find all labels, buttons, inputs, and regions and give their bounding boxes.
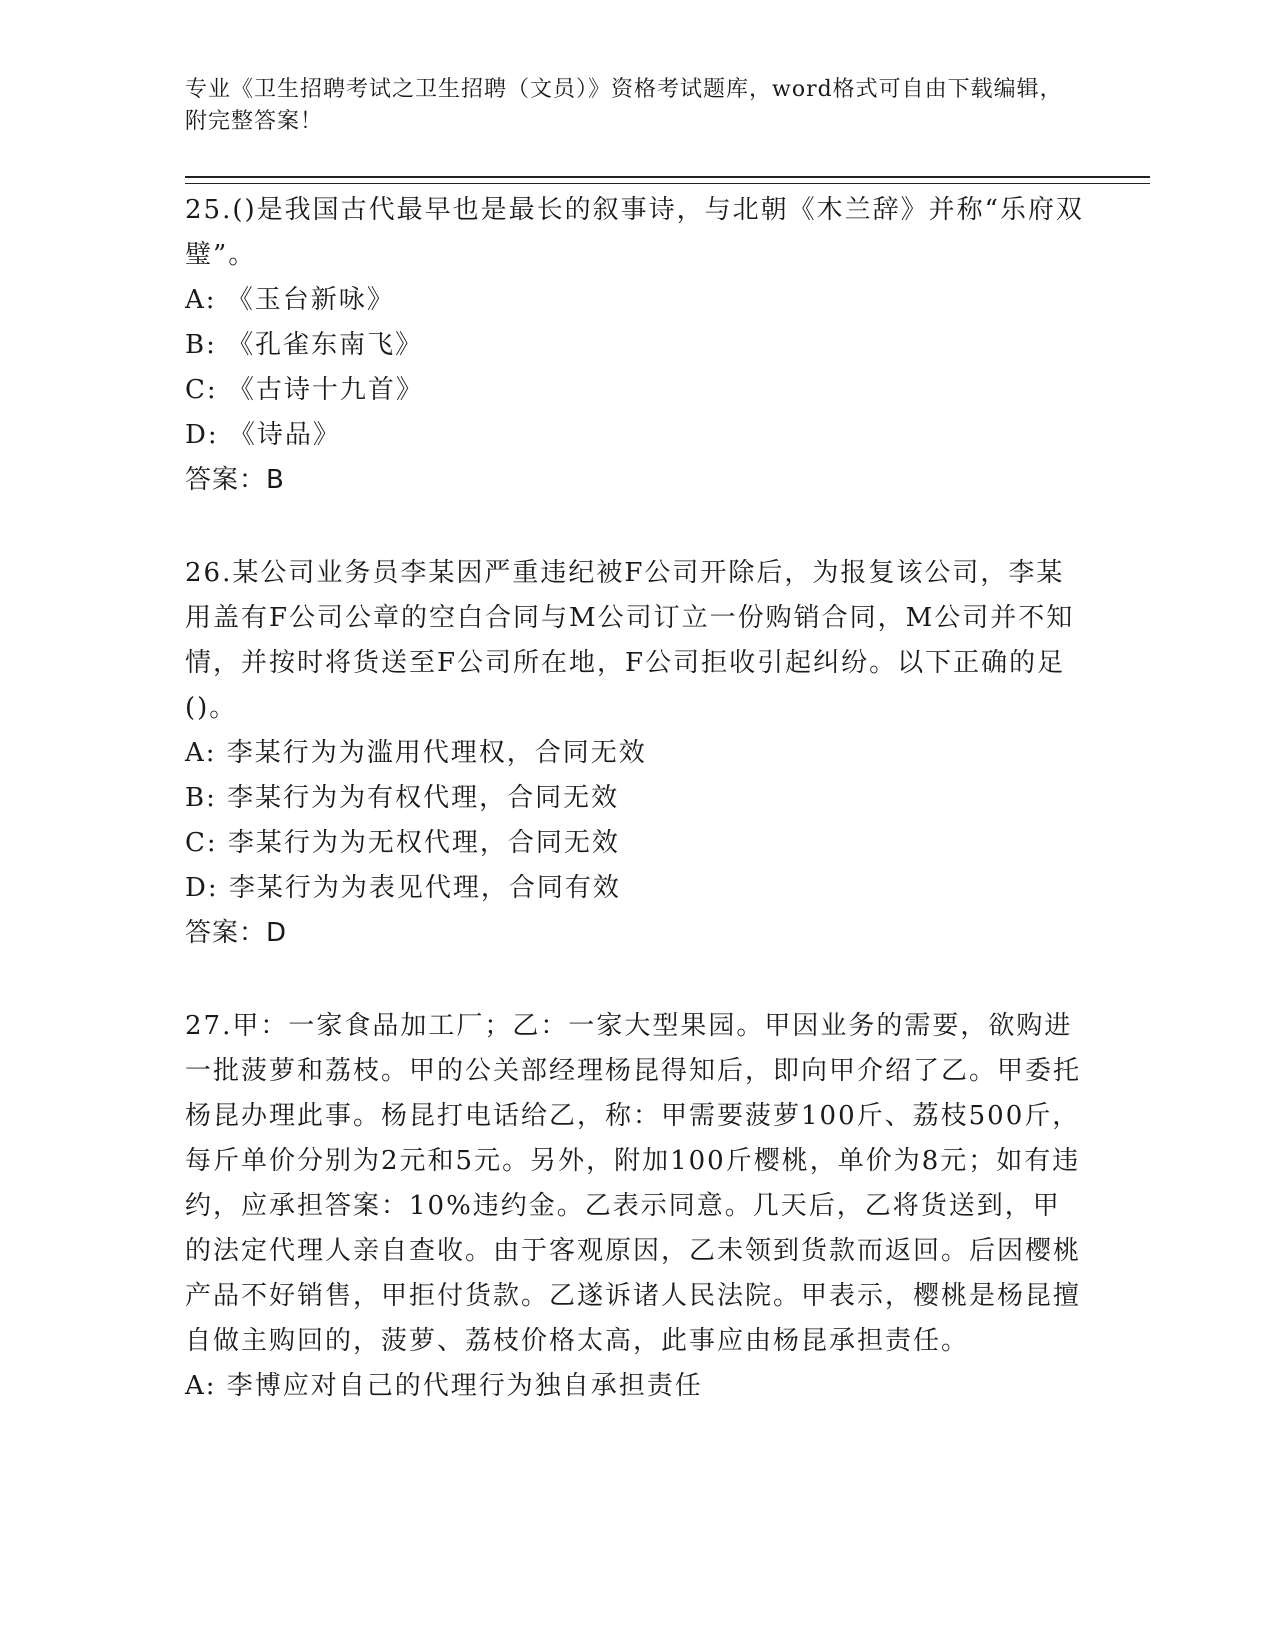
question-25 [185,188,1085,503]
option-a: A: 李某行为为滥用代理权，合同无效 [185,738,647,768]
answer-line: 答案：D [185,918,288,948]
question-stem: 27.甲：一家食品加工厂；乙：一家大型果园。甲因业务的需要，欲购进一批菠萝和荔枝。甲的公关部经理杨昆得知后，即向甲介绍了乙。甲委托杨昆办理此事。杨昆打电话给乙，称：甲需要菠萝100斤、荔枝500斤，每斤单价分别为2元和5元。另外，附加100斤樱桃，单价为8元；如有违约，应承担答案：10%违约金。乙表示同意。几天后，乙将货送到，甲的法定代理人亲自查收。由于客观原因，乙未领到货款而返回。后因樱桃产品不好销售，甲拒付货款。乙遂诉诸人民法院。甲表示，樱桃是杨昆擅自做主购回的，菠萝、荔枝价格太高，此事应由杨昆承担责任。 [185,1011,1082,1356]
option-c: C: 李某行为为无权代理，合同无效 [185,828,620,858]
question-stem: 25.()是我国古代最早也是最长的叙事诗，与北朝《木兰辞》并称“乐府双璧”。 [185,195,1084,270]
option-b: B: 李某行为为有权代理，合同无效 [185,783,620,813]
option-b: B: 《孔雀东南飞》 [185,330,424,360]
option-a: A: 《玉台新咏》 [185,285,395,315]
option-d: D: 《诗品》 [185,420,341,450]
header-divider-thick [185,176,1150,178]
question-27 [185,1004,1085,1409]
answer-line: 答案：B [185,465,285,495]
document-header: 专业《卫生招聘考试之卫生招聘（文员）》资格考试题库，word格式可自由下载编辑，附完整答案！ [185,77,1063,134]
option-a: A: 李博应对自己的代理行为独自承担责任 [185,1371,703,1401]
question-stem: 26.某公司业务员李某因严重违纪被F公司开除后，为报复该公司，李某用盖有F公司公章的空白合同与M公司订立一份购销合同，M公司并不知情，并按时将货送至F公司所在地，F公司拒收引起纠纷。以下正确的足()。 [185,558,1075,723]
option-d: D: 李某行为为表见代理，合同有效 [185,873,621,903]
option-c: C: 《古诗十九首》 [185,375,424,405]
header-divider-thin [185,183,1150,184]
question-26 [185,551,1085,956]
